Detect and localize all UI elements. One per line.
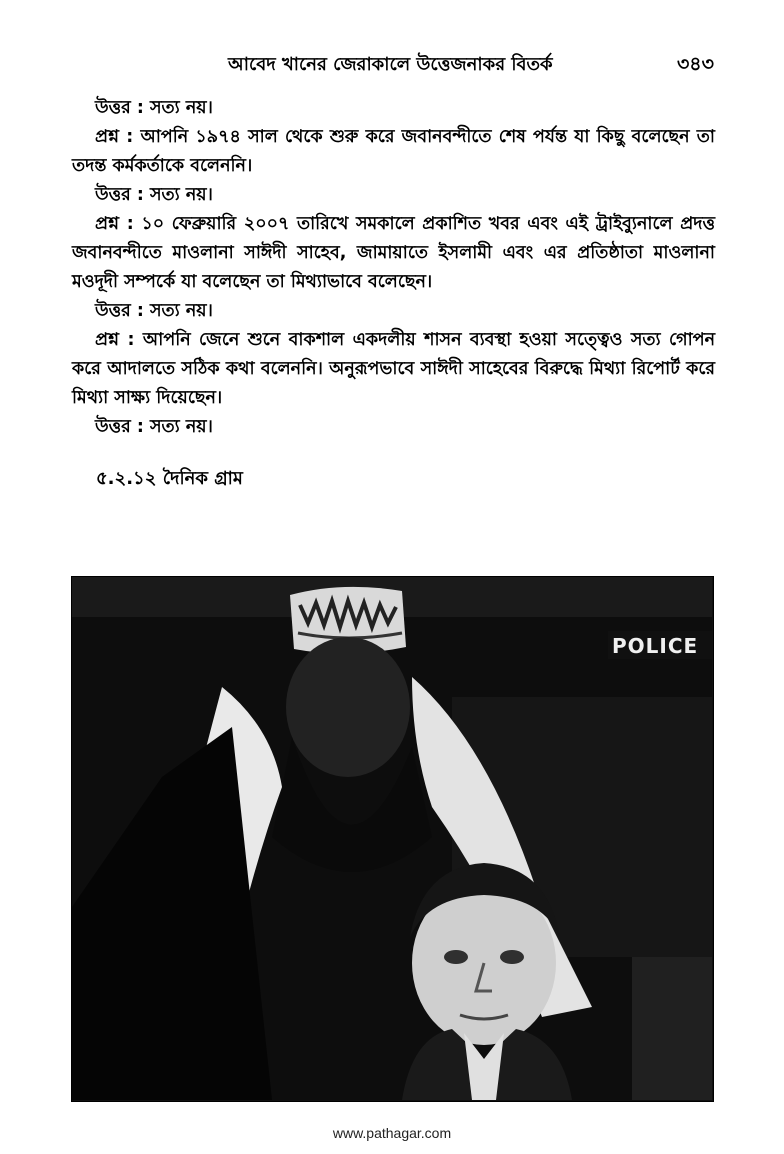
answer-text: সত্য নয়।: [149, 98, 213, 118]
question-paragraph: [72, 123, 715, 181]
question-label: প্রশ্ন :: [95, 214, 134, 234]
question-text: ১০ ফেব্রুয়ারি ২০০৭ তারিখে সমকালে প্রকাশিত খবর এবং এই ট্রাইব্যুনালে প্রদত্ত জবানবন্দীতে মাওলানা সাঈদী সাহেব, জামায়াতে ইসলামী এবং এর প্রতিষ্ঠাতা মাওলানা মওদূদী সম্পর্কে যা বলেছেন তা মিথ্যাভাবে বলেছেন।: [72, 214, 715, 292]
question-text: আপনি ১৯৭৪ সাল থেকে শুরু করে জবানবন্দীতে শেষ পর্যন্ত যা কিছু বলেছেন তা তদন্ত কর্মকর্তাকে বলেননি।: [72, 127, 715, 176]
answer-paragraph: [72, 297, 715, 326]
answer-label: উত্তর :: [95, 185, 144, 205]
question-text: আপনি জেনে শুনে বাকশাল একদলীয় শাসন ব্যবস্থা হওয়া সত্ত্বেও সত্য গোপন করে আদালতে সঠিক কথা বলেননি। অনুরূপভাবে সাঈদী সাহেবের বিরুদ্ধে মিথ্যা রিপোর্ট করে মিথ্যা সাক্ষ্য দিয়েছেন।: [72, 330, 716, 408]
answer-text: সত্য নয়।: [149, 417, 213, 437]
answer-text: সত্য নয়।: [149, 301, 213, 321]
question-paragraph: [72, 326, 715, 413]
news-photo: [71, 576, 714, 1102]
section-heading: ৫.২.১২ দৈনিক গ্রাম: [96, 468, 243, 489]
answer-text: সত্য নয়।: [149, 185, 213, 205]
running-header: [70, 50, 714, 80]
footer-url: www.pathagar.com: [332, 1125, 452, 1141]
police-sign-text: POLICE: [612, 634, 699, 658]
answer-paragraph: [72, 413, 715, 442]
running-title: আবেদ খানের জেরাকালে উত্তেজনাকর বিতর্ক: [228, 54, 553, 75]
question-paragraph: [72, 210, 715, 297]
answer-paragraph: [72, 181, 715, 210]
answer-label: উত্তর :: [95, 417, 144, 437]
question-label: প্রশ্ন :: [95, 330, 135, 350]
photo-illustration: [72, 577, 712, 1100]
qa-transcript: [72, 94, 715, 442]
answer-label: উত্তর :: [95, 98, 144, 118]
answer-paragraph: [72, 94, 715, 123]
answer-label: উত্তর :: [95, 301, 144, 321]
page-number: ৩৪৩: [676, 53, 714, 75]
foreground-man: [402, 863, 572, 1100]
question-label: প্রশ্ন :: [95, 127, 134, 147]
